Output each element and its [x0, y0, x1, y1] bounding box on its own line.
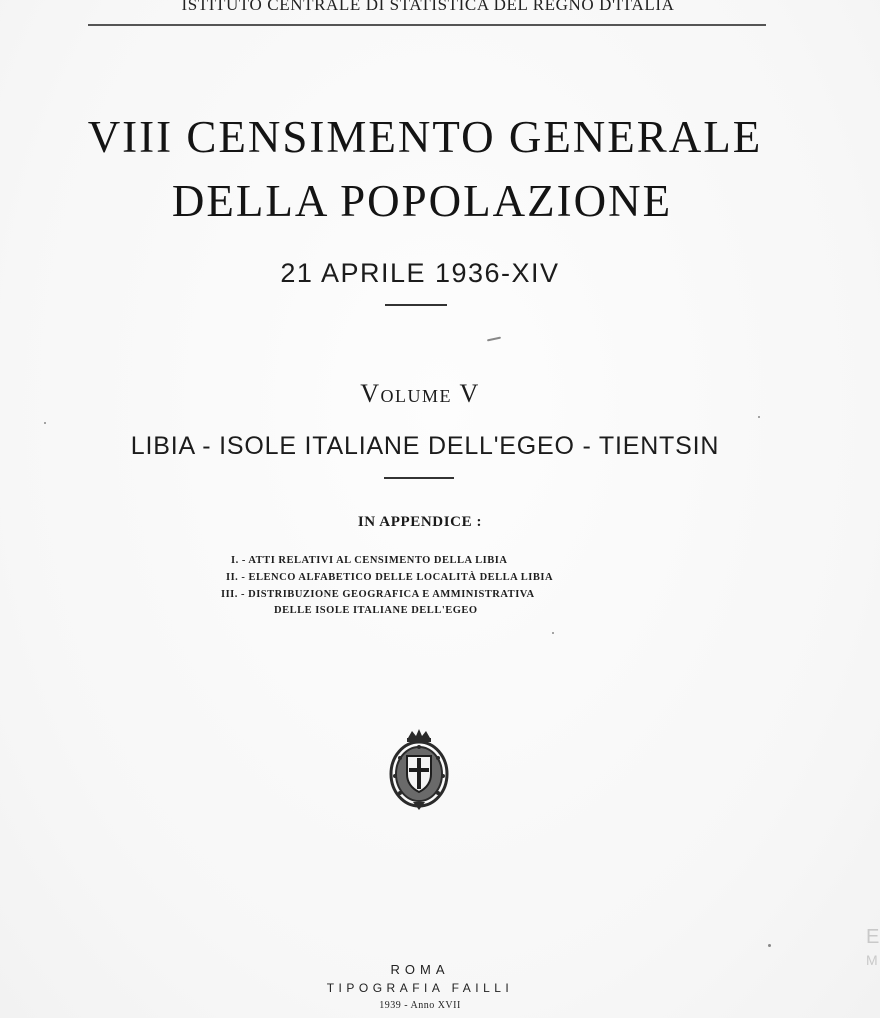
scan-speck — [44, 422, 46, 424]
edge-fragment-1: E — [866, 926, 880, 948]
imprint-city: ROMA — [390, 962, 450, 977]
appendix-item-2: II. - ELENCO ALFABETICO DELLE LOCALITÀ DELLA LIBIA — [226, 572, 554, 583]
census-date: 21 APRILE 1936-XIV — [280, 258, 560, 288]
appendix-item-3: III. - DISTRIBUZIONE GEOGRAFICA E AMMINISTRATIVA — [221, 589, 535, 600]
scan-speck — [768, 944, 771, 947]
edge-fragment-2: M — [866, 952, 878, 968]
regions-rule — [384, 477, 454, 479]
date-rule — [385, 304, 447, 306]
volume-label: Volume V — [360, 379, 480, 408]
appendix-item-3-continued: DELLE ISOLE ITALIANE DELL'EGEO — [274, 605, 478, 616]
scan-speck — [487, 337, 501, 342]
royal-coat-of-arms-icon — [386, 728, 452, 812]
scan-speck — [552, 632, 554, 634]
regions-line: LIBIA - ISOLE ITALIANE DELL'EGEO - TIENTSIN — [130, 432, 720, 460]
institute-header: ISTITUTO CENTRALE DI STATISTICA DEL REGNO D'ITALIA — [181, 0, 675, 14]
appendix-heading: IN APPENDICE : — [357, 514, 483, 530]
title-line-2: DELLA POPOLAZIONE — [171, 176, 673, 226]
appendix-item-1: I. - ATTI RELATIVI AL CENSIMENTO DELLA LIBIA — [231, 555, 508, 566]
imprint-year: 1939 - Anno XVII — [379, 1000, 461, 1011]
scan-speck — [758, 416, 760, 418]
header-rule — [88, 24, 766, 26]
imprint-printer: TIPOGRAFIA FAILLI — [326, 981, 514, 995]
title-line-1: VIII CENSIMENTO GENERALE — [87, 112, 763, 162]
